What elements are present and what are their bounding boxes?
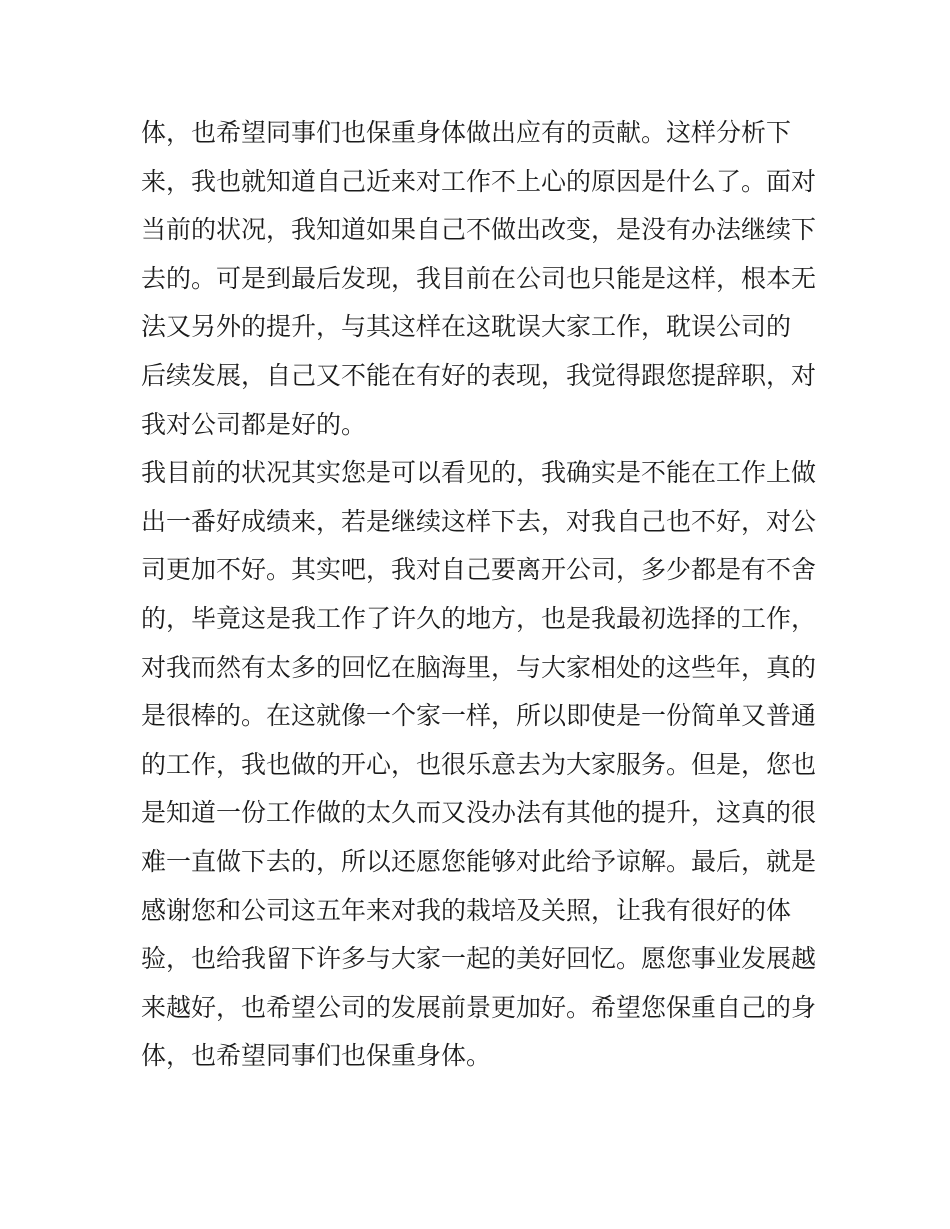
text-line: 去的。可是到最后发现，我目前在公司也只能是这样，根本无 [141,263,817,293]
text-line: 我对公司都是好的。 [141,409,367,439]
text-line: 对我而然有太多的回忆在脑海里，与大家相处的这些年，真的 [141,652,817,682]
text-line: 我目前的状况其实您是可以看见的，我确实是不能在工作上做 [141,458,817,488]
text-line: 是知道一份工作做的太久而又没办法有其他的提升，这真的很 [141,798,817,828]
body-text [141,109,821,1081]
text-line: 当前的状况，我知道如果自己不做出改变，是没有办法继续下 [141,215,817,245]
text-line: 体，也希望同事们也保重身体。 [141,1041,492,1071]
text-line: 后续发展，自己又不能在有好的表现，我觉得跟您提辞职，对 [141,360,817,390]
text-line: 出一番好成绩来，若是继续这样下去，对我自己也不好，对公 [141,506,817,536]
text-line: 的，毕竟这是我工作了许久的地方，也是我最初选择的工作， [141,603,817,633]
text-line: 来，我也就知道自己近来对工作不上心的原因是什么了。面对 [141,166,817,196]
text-line: 的工作，我也做的开心，也很乐意去为大家服务。但是，您也 [141,749,817,779]
text-line: 法又另外的提升，与其这样在这耽误大家工作，耽误公司的 [141,312,792,342]
text-line: 来越好，也希望公司的发展前景更加好。希望您保重自己的身 [141,992,817,1022]
text-line: 司更加不好。其实吧，我对自己要离开公司，多少都是有不舍 [141,555,817,585]
text-line: 验，也给我留下许多与大家一起的美好回忆。愿您事业发展越 [141,944,817,974]
text-line: 体，也希望同事们也保重身体做出应有的贡献。这样分析下 [141,118,792,147]
text-line: 是很棒的。在这就像一个家一样，所以即使是一份简单又普通 [141,701,817,731]
text-line: 难一直做下去的，所以还愿您能够对此给予谅解。最后，就是 [141,846,817,876]
text-line: 感谢您和公司这五年来对我的栽培及关照，让我有很好的体 [141,895,792,925]
